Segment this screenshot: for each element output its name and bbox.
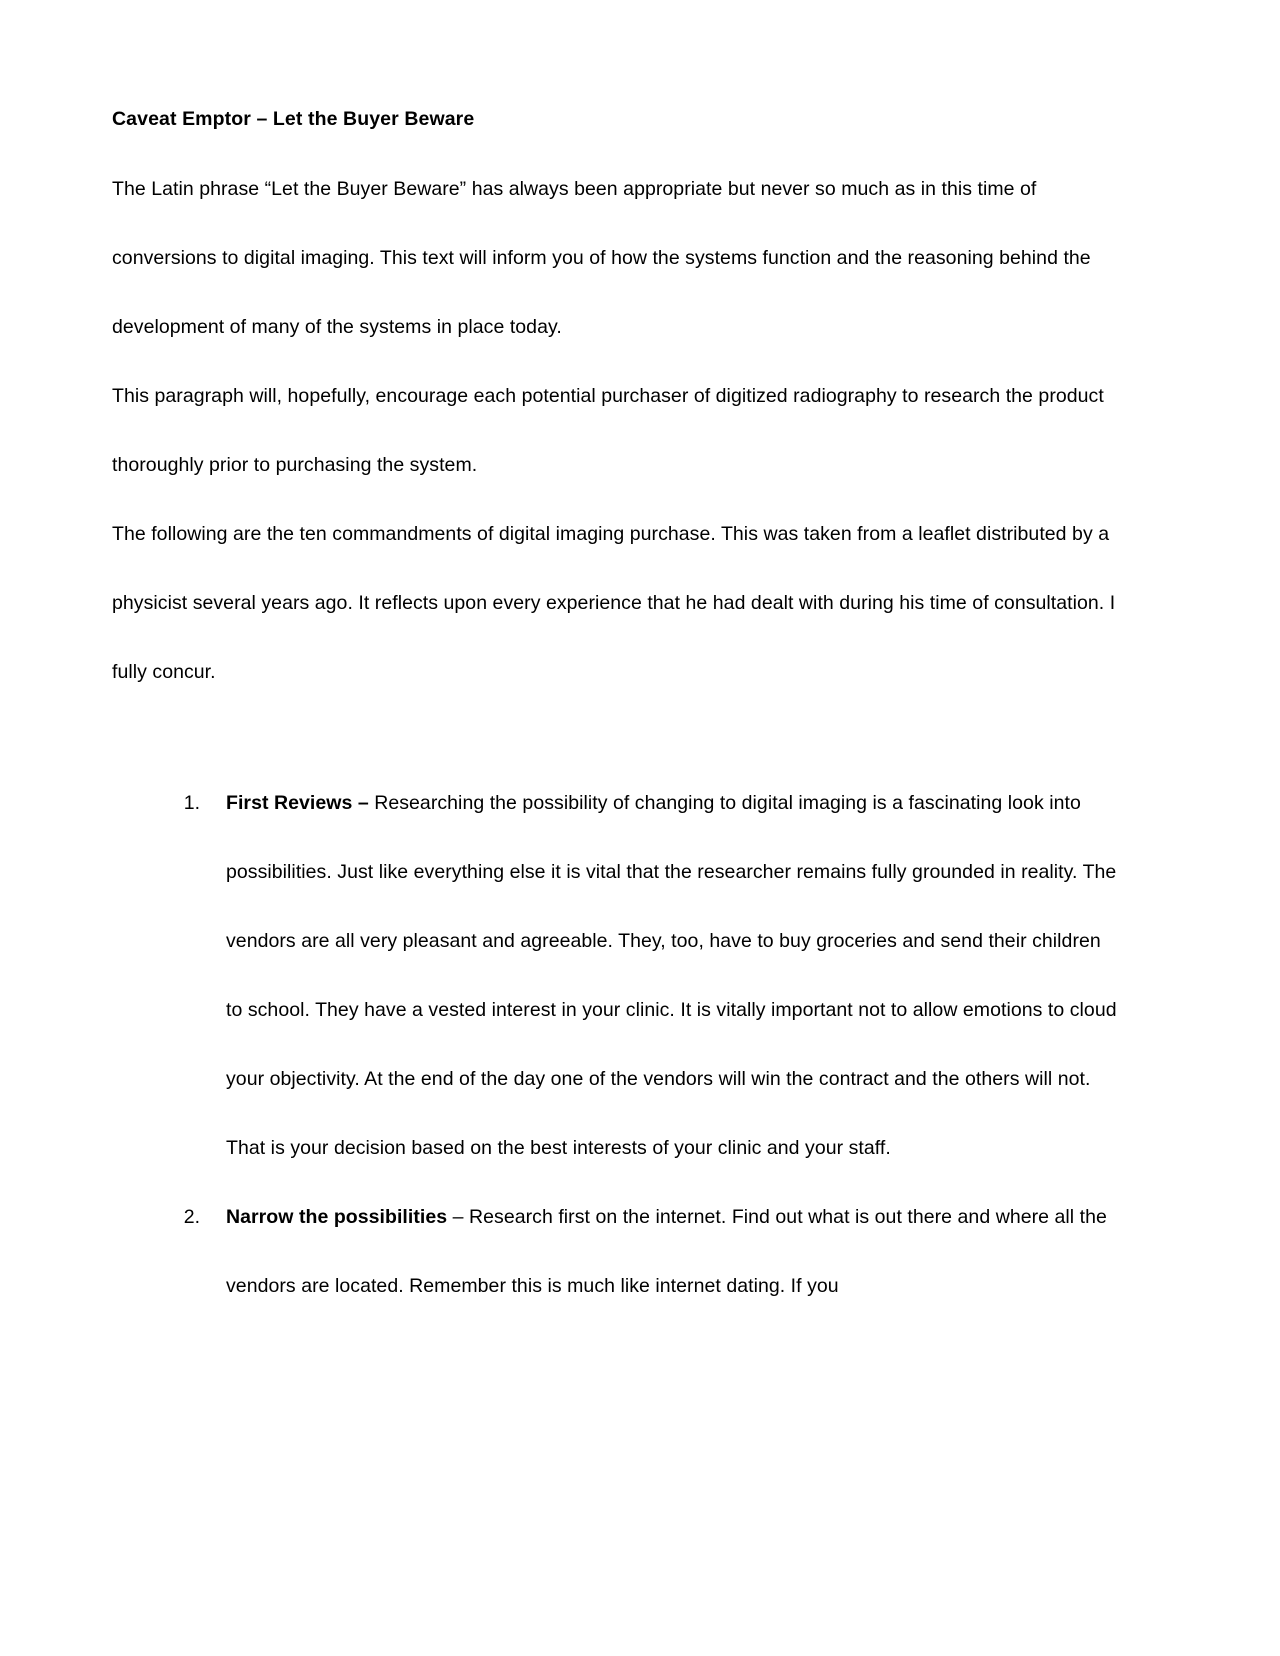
commandments-list — [112, 769, 1120, 1321]
list-item-body — [226, 769, 1120, 1183]
list-item-lead: First Reviews – — [226, 792, 375, 815]
list-item — [150, 1183, 1120, 1321]
paragraph-intro: The Latin phrase “Let the Buyer Beware” has always been appropriate but never so much as in this time of conversions to digital imaging. This text will inform you of how the systems function and the reasoning behind the development of many of the systems in place today. — [112, 178, 1091, 339]
paragraph-purpose: This paragraph will, hopefully, encourage each potential purchaser of digitized radiography to research the product thoroughly prior to purchasing the system. — [112, 385, 1104, 477]
list-item-text: – Research first on the internet. Find out what is out there and where all the vendors are located. Remember this is much like internet dating. If you — [226, 1206, 1107, 1298]
page-title: Caveat Emptor – Let the Buyer Beware — [112, 108, 475, 130]
list-item-text: Researching the possibility of changing to digital imaging is a fascinating look into possibilities. Just like everything else it is vital that the researcher remains fully grounded in reality. The vendors are all very pleasant and agreeable. They, too, have to buy groceries and send their children to school. They have a vested interest in your clinic. It is vitally important not to allow emotions to cloud your objectivity. At the end of the day one of the vendors will win the contract and the others will not. That is your decision based on the best interests of your clinic and your staff. — [226, 792, 1117, 1160]
paragraph-commandments-intro: The following are the ten commandments of digital imaging purchase. This was taken from a leaflet distributed by a physicist several years ago. It reflects upon every experience that he had dealt with during his time of consultation. I fully concur. — [112, 523, 1116, 684]
list-item-number: 2. — [183, 1206, 200, 1229]
list-item — [150, 769, 1120, 1183]
list-item-body — [226, 1183, 1120, 1321]
list-item-number: 1. — [183, 792, 200, 815]
list-item-lead: Narrow the possibilities — [226, 1206, 453, 1229]
section-spacer — [112, 707, 1120, 769]
